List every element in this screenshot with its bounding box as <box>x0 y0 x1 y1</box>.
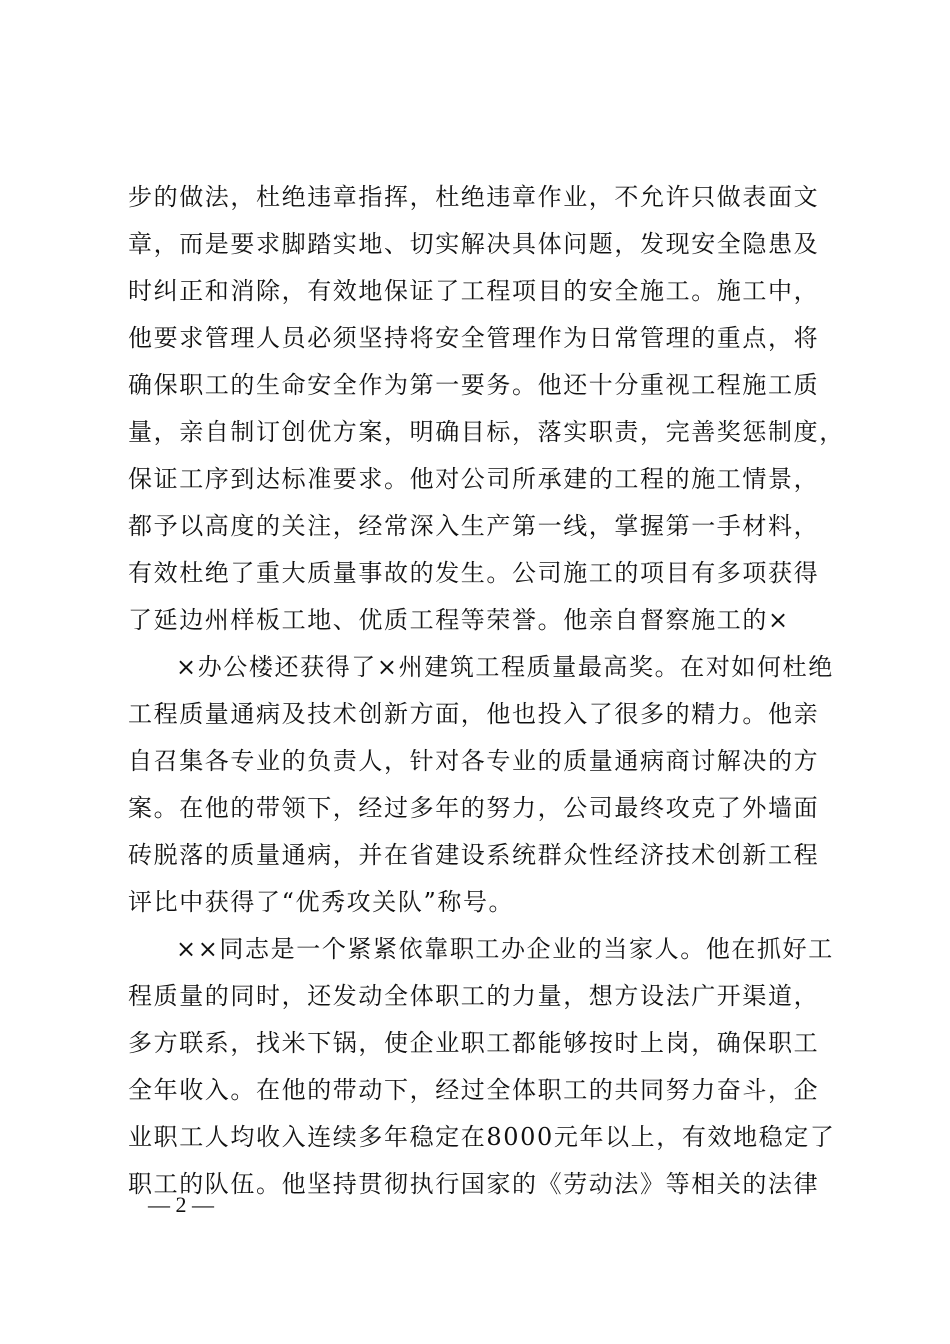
text-line-8: 都予以高度的关注，经常深入生产第一线，掌握第一手材料， <box>128 512 820 540</box>
text-line-12: 工程质量通病及技术创新方面，他也投入了很多的精力。他亲 <box>128 700 820 728</box>
text-line-21: 业职工人均收入连续多年稳定在8000元年以上，有效地稳定了 <box>128 1123 836 1151</box>
paragraph-start-line: ××同志是一个紧紧依靠职工办企业的当家人。他在抓好工 <box>176 935 834 963</box>
text-line-20: 全年收入。在他的带动下，经过全体职工的共同努力奋斗，企 <box>128 1076 820 1104</box>
page-number: — 2 — <box>148 1192 214 1217</box>
paragraph-start-line: ×办公楼还获得了×州建筑工程质量最高奖。在对如何杜绝 <box>176 653 834 681</box>
text-line-18: 程质量的同时，还发动全体职工的力量，想方设法广开渠道， <box>128 982 820 1010</box>
text-line-16: 评比中获得了“优秀攻关队”称号。 <box>128 888 515 916</box>
text-line-1: 步的做法，杜绝违章指挥，杜绝违章作业，不允许只做表面文 <box>128 183 820 211</box>
text-line-7: 保证工序到达标准要求。他对公司所承建的工程的施工情景， <box>128 465 820 493</box>
text-line-4: 他要求管理人员必须坚持将安全管理作为日常管理的重点，将 <box>128 324 820 352</box>
text-line-15: 砖脱落的质量通病，并在省建设系统群众性经济技术创新工程 <box>128 841 820 869</box>
text-line-5: 确保职工的生命安全作为第一要务。他还十分重视工程施工质 <box>128 371 820 399</box>
text-line-10: 了延边州样板工地、优质工程等荣誉。他亲自督察施工的× <box>128 606 790 634</box>
text-line-14: 案。在他的带领下，经过多年的努力，公司最终攻克了外墙面 <box>128 794 820 822</box>
text-line-22: 职工的队伍。他坚持贯彻执行国家的《劳动法》等相关的法律 <box>128 1170 820 1198</box>
text-line-9: 有效杜绝了重大质量事故的发生。公司施工的项目有多项获得 <box>128 559 820 587</box>
text-line-19: 多方联系，找米下锅，使企业职工都能够按时上岗，确保职工 <box>128 1029 820 1057</box>
text-line-3: 时纠正和消除，有效地保证了工程项目的安全施工。施工中， <box>128 277 820 305</box>
text-line-2: 章，而是要求脚踏实地、切实解决具体问题，发现安全隐患及 <box>128 230 820 258</box>
text-line-6: 量，亲自制订创优方案，明确目标，落实职责，完善奖惩制度， <box>128 418 845 446</box>
text-line-13: 自召集各专业的负责人，针对各专业的质量通病商讨解决的方 <box>128 747 820 775</box>
